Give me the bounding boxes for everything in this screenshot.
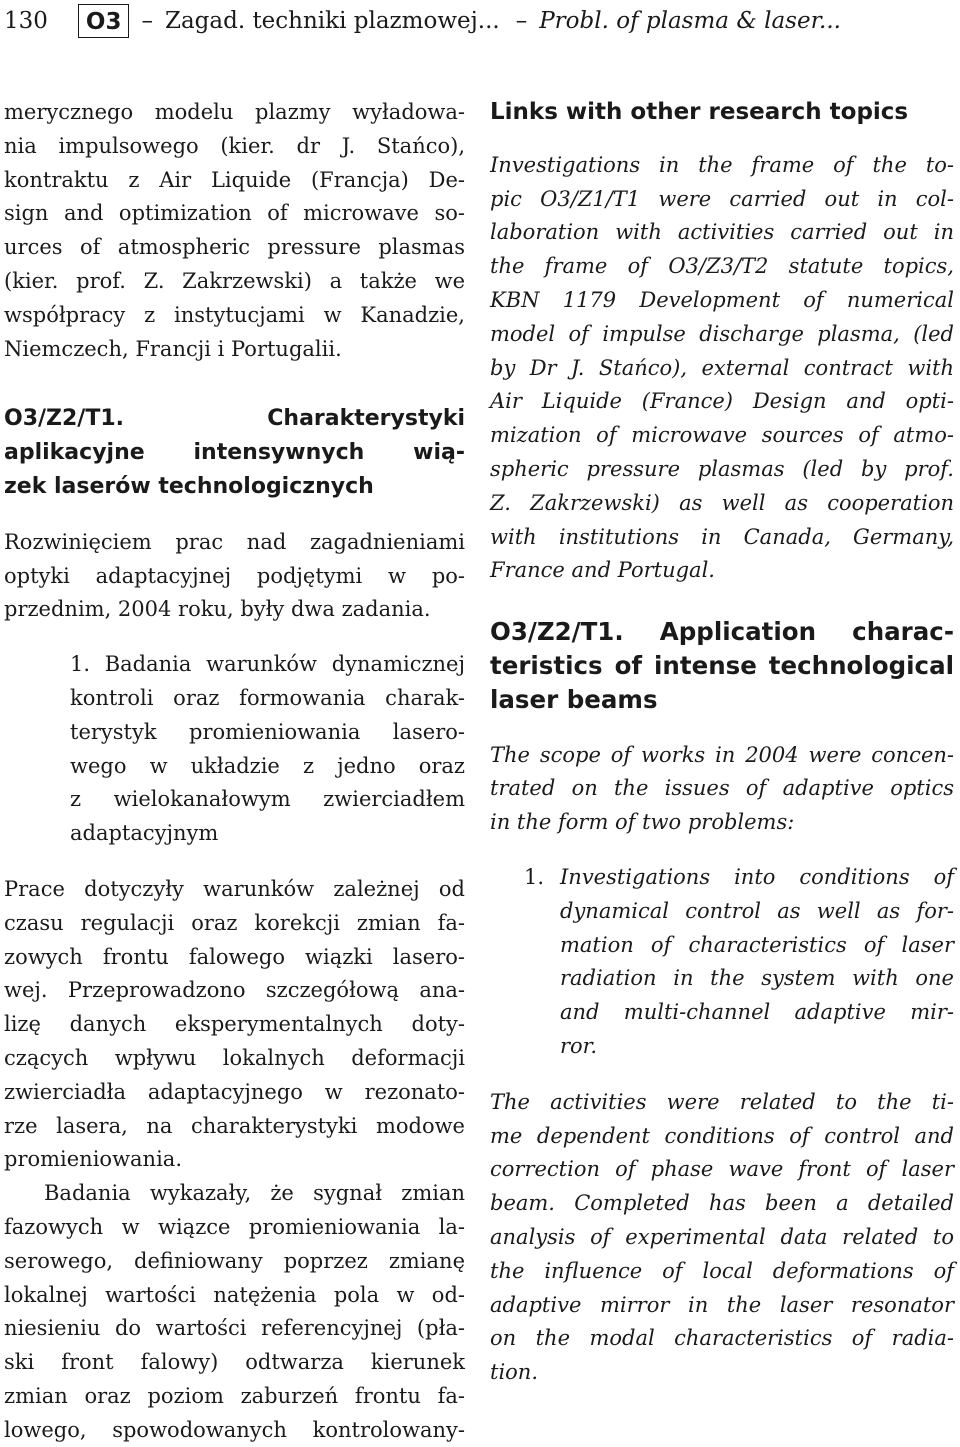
text-line: France and Portugal. xyxy=(490,558,715,583)
text-line: optyki adaptacyjnej podjętymi w po- xyxy=(4,563,465,588)
text-line: Niemczech, Francji i Portugalii. xyxy=(4,336,342,361)
section-heading xyxy=(4,402,465,503)
text-line: me dependent conditions of control and xyxy=(490,1123,954,1148)
text-line: pic O3/Z1/T1 were carried out in col- xyxy=(490,186,954,211)
polish-running-title: Zagad. techniki plazmowej... xyxy=(164,8,500,34)
text-line: analysis of experimental data related to xyxy=(490,1224,954,1249)
body-paragraph xyxy=(4,873,465,1177)
text-line: beam. Completed has been a detailed xyxy=(490,1191,954,1216)
text-line: KBN 1179 Development of numerical xyxy=(490,287,954,312)
text-line: mation of characteristics of laser xyxy=(560,932,954,957)
text-line: niesieniu do wartości referencyjnej (pła- xyxy=(4,1316,465,1341)
text-line: kontraktu z Air Liquide (Francja) De- xyxy=(4,167,465,192)
links-heading xyxy=(490,96,954,130)
text-line: mization of microwave sources of atmo- xyxy=(490,423,954,448)
text-line: dynamical control as well as for- xyxy=(560,898,954,923)
section-code-box: O3 xyxy=(78,4,130,38)
text-line: Badania wykazały, że sygnał zmian xyxy=(44,1181,465,1206)
text-line: nia impulsowego (kier. dr J. Stańco), xyxy=(4,133,465,158)
text-line: serowego, definiowany poprzez zmianę xyxy=(4,1248,465,1273)
text-line: współpracy z instytucjami w Kanadzie, xyxy=(4,302,465,327)
text-line: zmian oraz poziom zaburzeń frontu fa- xyxy=(4,1383,465,1408)
text-line: czących wpływu lokalnych deformacji xyxy=(4,1045,465,1070)
text-line: zwierciadła adaptacyjnego w rezonato- xyxy=(4,1079,465,1104)
text-line: 1. Badania warunków dynamicznej xyxy=(70,652,465,677)
text-line: wej. Przeprowadzono szczegółową ana- xyxy=(4,978,465,1003)
text-line: lowego, spowodowanych kontrolowany- xyxy=(4,1417,465,1442)
text-line: fazowych w wiązce promieniowania la- xyxy=(4,1214,465,1239)
text-line: the influence of local deformations of xyxy=(490,1258,954,1283)
heading-line: zek laserów technologicznych xyxy=(4,473,374,499)
text-line: z wielokanałowym zwierciadłem xyxy=(70,787,465,812)
text-line: Rozwinięciem prac nad zagadnieniami xyxy=(4,529,465,554)
header-dash: – xyxy=(515,8,528,34)
text-line: ski front falowy) odtwarza kierunek xyxy=(4,1350,465,1375)
text-line: (kier. prof. Z. Zakrzewski) a także we xyxy=(4,268,465,293)
text-line: The scope of works in 2004 were concen- xyxy=(490,742,954,767)
text-line: urces of atmospheric pressure plasmas xyxy=(4,235,465,260)
intro-task-paragraph xyxy=(4,526,465,627)
list-number: 1. xyxy=(524,864,545,889)
text-line: Air Liquide (France) Design and opti- xyxy=(490,389,954,414)
text-line: adaptacyjnym xyxy=(70,821,219,846)
text-line: czasu regulacji oraz korekcji zmian fa- xyxy=(4,910,465,935)
problem-list-item xyxy=(524,861,954,1064)
text-line: laboration with activities carried out in xyxy=(490,220,954,245)
text-line: by Dr J. Stańco), external contract with xyxy=(490,355,954,380)
text-line: ror. xyxy=(560,1033,598,1058)
text-line: trated on the issues of adaptive optics xyxy=(490,776,954,801)
heading-line: aplikacyjne intensywnych wią- xyxy=(4,440,465,466)
links-paragraph xyxy=(490,149,954,588)
activities-paragraph xyxy=(490,1086,954,1390)
text-line: Prace dotyczyły warunków zależnej od xyxy=(4,876,465,901)
text-line: with institutions in Canada, Germany, xyxy=(490,524,954,549)
left-column xyxy=(4,96,465,1447)
text-line: radiation in the system with one xyxy=(560,966,954,991)
text-line: terystyk promieniowania lasero- xyxy=(70,719,465,744)
header-dash: – xyxy=(141,8,153,34)
text-line: rze lasera, na charakterystyki modowe xyxy=(4,1113,465,1138)
text-line: spheric pressure plasmas (led by prof. xyxy=(490,456,954,481)
task-list-item xyxy=(70,648,465,851)
heading-line: teristics of intense technological xyxy=(490,650,954,680)
text-line: promieniowania. xyxy=(4,1147,182,1172)
text-line: in the form of two problems: xyxy=(490,810,795,835)
text-line: the frame of O3/Z3/T2 statute topics, xyxy=(490,254,954,279)
right-column xyxy=(490,96,954,1390)
text-line: on the modal characteristics of radia- xyxy=(490,1326,954,1351)
text-line: Z. Zakrzewski) as well as cooperation xyxy=(490,490,954,515)
text-line: wego w układzie z jedno oraz xyxy=(70,753,465,778)
page-number: 130 xyxy=(4,8,48,34)
running-header xyxy=(4,4,841,38)
text-line: model of impulse discharge plasma, (led xyxy=(490,321,954,346)
text-line: adaptive mirror in the laser resonator xyxy=(490,1292,954,1317)
heading-line: O3/Z2/T1. Application charac- xyxy=(490,617,954,647)
text-line: sign and optimization of microwave so- xyxy=(4,201,465,226)
heading-line: laser beams xyxy=(490,684,658,714)
scope-paragraph xyxy=(490,739,954,840)
text-line: merycznego modelu plazmy wyładowa- xyxy=(4,100,465,124)
text-line: The activities were related to the ti- xyxy=(490,1089,954,1114)
text-line: lizę danych eksperymentalnych doty- xyxy=(4,1012,465,1037)
heading-line: Links with other research topics xyxy=(490,99,909,125)
text-line: kontroli oraz formowania charak- xyxy=(70,685,465,710)
section-heading xyxy=(490,615,954,716)
text-line: Investigations into conditions of xyxy=(560,864,954,889)
text-line: zowych frontu falowego wiązki lasero- xyxy=(4,944,465,969)
body-paragraph xyxy=(4,1177,465,1447)
heading-line: O3/Z2/T1. Charakterystyki xyxy=(4,406,465,432)
text-line: lokalnej wartości natężenia pola w od- xyxy=(4,1282,465,1307)
text-line: Investigations in the frame of the to- xyxy=(490,152,954,177)
text-line: przednim, 2004 roku, były dwa zadania. xyxy=(4,597,431,622)
text-line: correction of phase wave front of laser xyxy=(490,1157,954,1182)
text-line: and multi-channel adaptive mir- xyxy=(560,1000,954,1025)
intro-paragraph xyxy=(4,96,465,366)
text-line: tion. xyxy=(490,1360,538,1385)
english-running-title: Probl. of plasma & laser... xyxy=(539,8,841,34)
